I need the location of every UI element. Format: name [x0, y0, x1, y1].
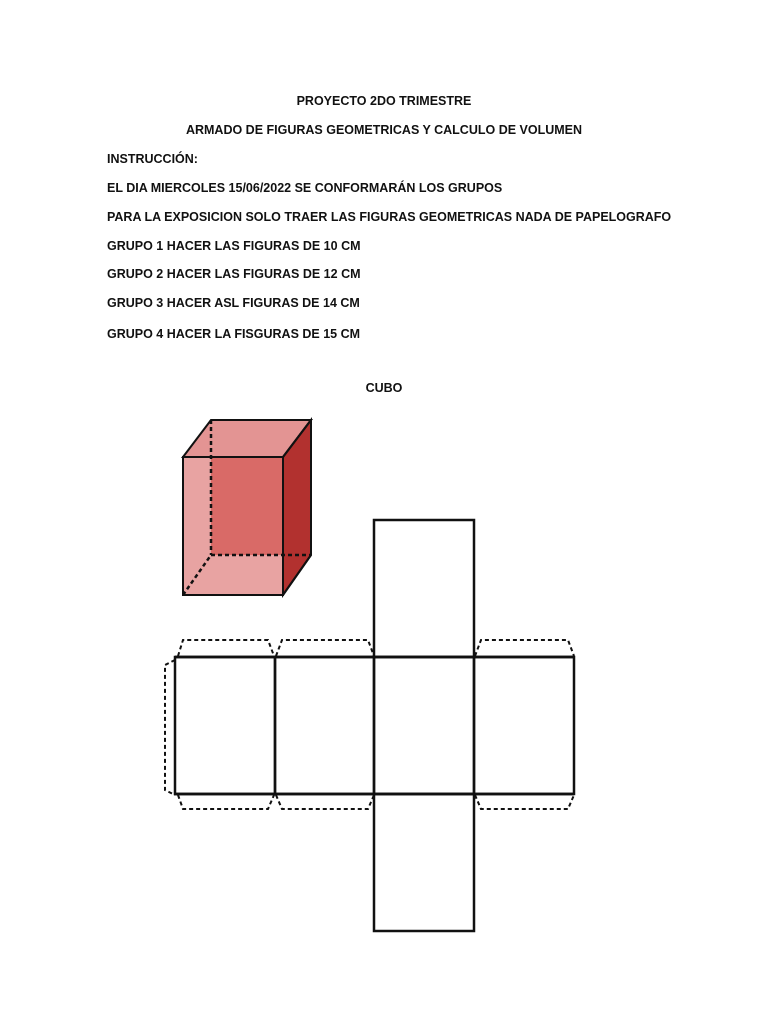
document-title: PROYECTO 2DO TRIMESTRE — [296, 94, 472, 108]
net-tab-bottom-1 — [178, 795, 274, 809]
net-tab-top-1 — [178, 640, 274, 656]
net-face-2 — [275, 657, 374, 794]
figure-caption: CUBO — [365, 381, 403, 395]
instruction-line-date: EL DIA MIERCOLES 15/06/2022 SE CONFORMARÁN LOS GRUPOS — [107, 181, 503, 195]
net-face-top — [374, 520, 474, 657]
instruction-line-group-4: GRUPO 4 HACER LA FISGURAS DE 15 CM — [107, 327, 361, 341]
net-face-bottom — [374, 794, 474, 931]
net-tab-top-2 — [276, 640, 374, 656]
prism-figure — [183, 420, 311, 595]
net-tab-bottom-4 — [475, 795, 574, 809]
document-subtitle: ARMADO DE FIGURAS GEOMETRICAS Y CALCULO DE VOLUMEN — [185, 123, 583, 137]
net-face-3 — [374, 657, 474, 794]
prism-inner-face — [211, 457, 283, 555]
net-tab-top-4 — [475, 640, 574, 656]
net-tab-left — [165, 660, 175, 795]
instruction-line-group-1: GRUPO 1 HACER LAS FIGURAS DE 10 CM — [107, 239, 361, 253]
net-face-4 — [474, 657, 574, 794]
instruction-label: INSTRUCCIÓN: — [107, 152, 198, 166]
net-face-1 — [175, 657, 275, 794]
instruction-line-exposition: PARA LA EXPOSICION SOLO TRAER LAS FIGURAS GEOMETRICAS NADA DE PAPELOGRAFO — [107, 210, 672, 224]
net-tab-bottom-2 — [276, 795, 374, 809]
instruction-line-group-2: GRUPO 2 HACER LAS FIGURAS DE 12 CM — [107, 267, 361, 281]
instruction-line-group-3: GRUPO 3 HACER ASL FIGURAS DE 14 CM — [107, 296, 360, 310]
